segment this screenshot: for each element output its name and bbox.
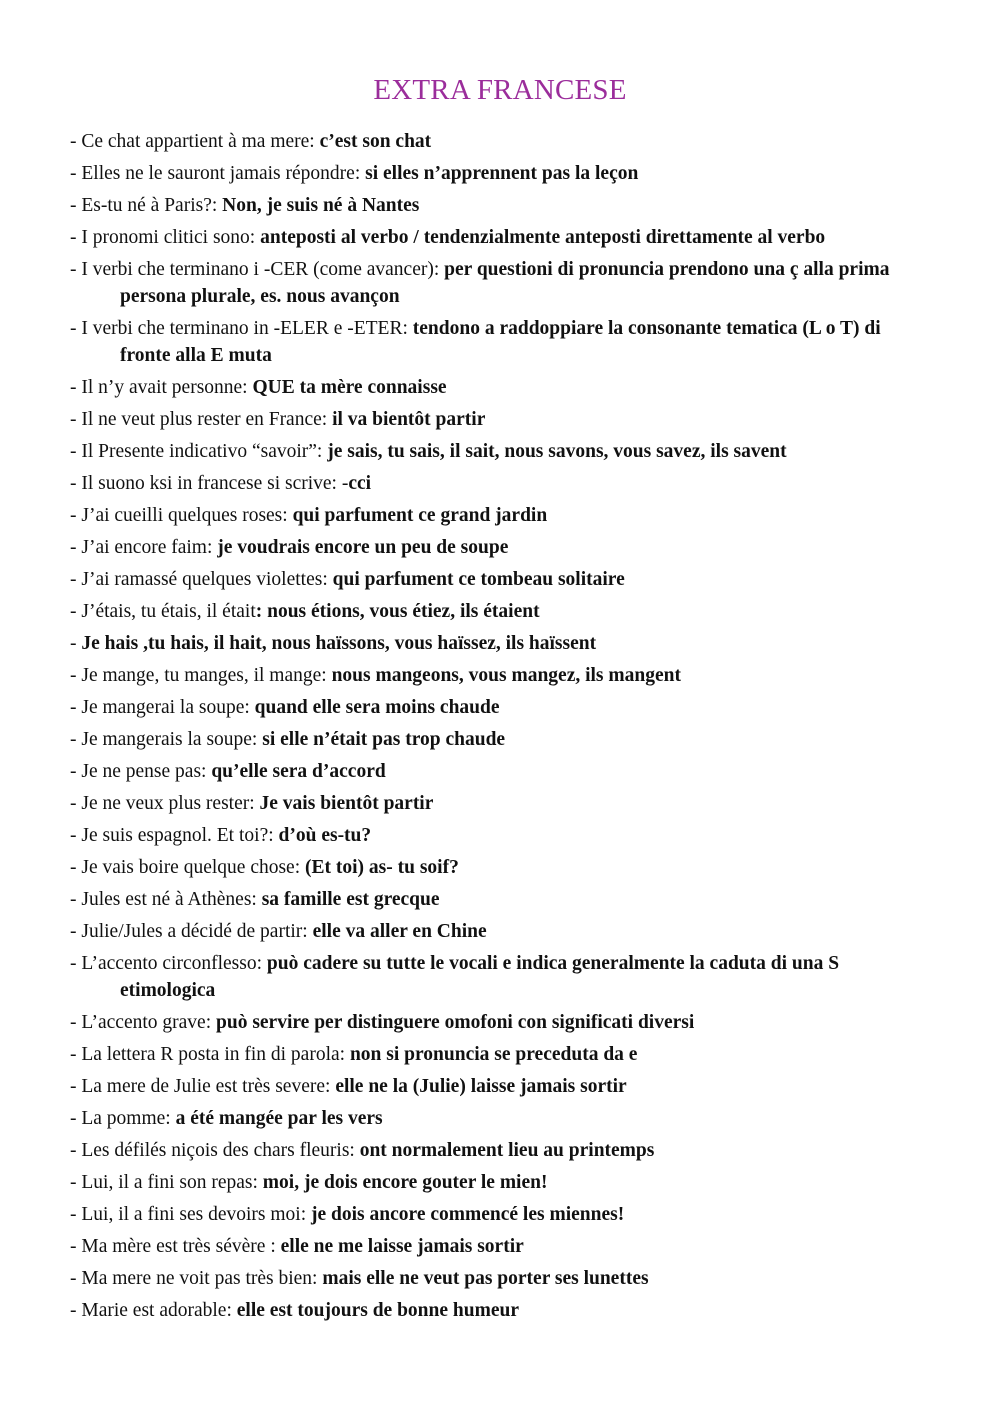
answer-text: elle ne la (Julie) laisse jamais sortir xyxy=(335,1076,627,1097)
list-item xyxy=(70,470,930,497)
question-text: - L’accento circonflesso: xyxy=(70,953,267,974)
answer-text: sa famille est grecque xyxy=(261,889,440,910)
question-text: - Je mange, tu manges, il mange: xyxy=(70,665,332,686)
question-text: - Jules est né à Athènes: xyxy=(70,889,262,910)
answer-text: anteposti al verbo / tendenzialmente anteposti direttamente al verbo xyxy=(260,227,826,248)
list-item xyxy=(70,374,930,401)
question-text: - Les défilés niçois des chars fleuris: xyxy=(70,1140,360,1161)
answer-text: je sais, tu sais, il sait, nous savons, vous savez, ils savent xyxy=(327,441,787,462)
question-text: - Marie est adorable: xyxy=(70,1300,237,1321)
answer-text: quand elle sera moins chaude xyxy=(254,697,500,718)
list-item xyxy=(70,1265,930,1292)
question-text: - J’ai encore faim: xyxy=(70,537,218,558)
answer-text: a été mangée par les vers xyxy=(175,1108,383,1129)
answer-text: je dois ancore commencé les miennes! xyxy=(311,1204,625,1225)
list-item xyxy=(70,224,930,251)
answer-text: Je vais bientôt partir xyxy=(259,793,434,814)
answer-text: c’est son chat xyxy=(319,131,432,152)
answer-text: tendono a raddoppiare la consonante tematica (L o T) di fronte alla E muta xyxy=(120,318,881,366)
question-text: - xyxy=(70,633,82,654)
question-text: - L’accento grave: xyxy=(70,1012,216,1033)
question-text: - La lettera R posta in fin di parola: xyxy=(70,1044,350,1065)
list-item xyxy=(70,1041,930,1068)
answer-text: elle ne me laisse jamais sortir xyxy=(280,1236,524,1257)
question-text: - Je mangerais la soupe: xyxy=(70,729,263,750)
list-item xyxy=(70,726,930,753)
list-item xyxy=(70,694,930,721)
list-item xyxy=(70,1073,930,1100)
question-text: - I verbi che terminano i -CER (come avancer): xyxy=(70,259,445,280)
question-text: - Je ne veux plus rester: xyxy=(70,793,260,814)
list-item xyxy=(70,886,930,913)
answer-text: qu’elle sera d’accord xyxy=(211,761,386,782)
list-item xyxy=(70,192,930,219)
list-item xyxy=(70,406,930,433)
list-item xyxy=(70,790,930,817)
question-text: - Il ne veut plus rester en France: xyxy=(70,409,333,430)
list-item xyxy=(70,630,930,657)
question-text: - La pomme: xyxy=(70,1108,176,1129)
answer-text: per questioni di pronuncia prendono una ç alla prima persona plurale, es. nous avançon xyxy=(120,259,890,307)
question-text: - Je vais boire quelque chose: xyxy=(70,857,306,878)
list-item xyxy=(70,598,930,625)
question-text: - I pronomi clitici sono: xyxy=(70,227,261,248)
list-item xyxy=(70,950,930,1004)
list-item xyxy=(70,1105,930,1132)
question-text: - Elles ne le sauront jamais répondre: xyxy=(70,163,366,184)
list-item xyxy=(70,128,930,155)
question-text: - I verbi che terminano in -ELER e -ETER: xyxy=(70,318,413,339)
answer-text: je voudrais encore un peu de soupe xyxy=(217,537,509,558)
question-text: - Il Presente indicativo “savoir”: xyxy=(70,441,328,462)
answer-text: cci xyxy=(348,473,372,494)
answer-text: si elle n’était pas trop chaude xyxy=(262,729,506,750)
answer-text: Je hais ,tu hais, il hait, nous haïssons, vous haïssez, ils haïssent xyxy=(81,633,597,654)
question-text: - J’ai cueilli quelques roses: xyxy=(70,505,293,526)
question-text: - Je suis espagnol. Et toi?: xyxy=(70,825,279,846)
list-item xyxy=(70,1137,930,1164)
question-text: - Lui, il a fini son repas: xyxy=(70,1172,263,1193)
answer-text: non si pronuncia se preceduta da e xyxy=(349,1044,638,1065)
question-text: - Ma mère est très sévère : xyxy=(70,1236,281,1257)
answer-text: ont normalement lieu au printemps xyxy=(359,1140,655,1161)
question-text: - Il n’y avait personne: xyxy=(70,377,253,398)
question-text: - Je ne pense pas: xyxy=(70,761,212,782)
list-item xyxy=(70,438,930,465)
page-title: EXTRA FRANCESE xyxy=(373,74,627,106)
answer-text: può cadere su tutte le vocali e indica generalmente la caduta di una S etimologica xyxy=(120,953,840,1001)
list-item xyxy=(70,566,930,593)
question-text: - Je mangerai la soupe: xyxy=(70,697,255,718)
question-text: - Julie/Jules a décidé de partir: xyxy=(70,921,313,942)
answer-text: il va bientôt partir xyxy=(332,409,486,430)
answer-text: moi, je dois encore gouter le mien! xyxy=(262,1172,548,1193)
answer-text: Non, je suis né à Nantes xyxy=(222,195,420,216)
answer-text: d’où es-tu? xyxy=(278,825,372,846)
answer-text: può servire per distinguere omofoni con significati diversi xyxy=(216,1012,695,1033)
qa-list xyxy=(70,128,930,1324)
answer-text: (Et toi) as- tu soif? xyxy=(305,857,459,878)
answer-text: QUE ta mère connaisse xyxy=(252,377,447,398)
answer-text: elle va aller en Chine xyxy=(312,921,487,942)
answer-text: qui parfument ce grand jardin xyxy=(292,505,548,526)
answer-text: elle est toujours de bonne humeur xyxy=(236,1300,519,1321)
list-item xyxy=(70,502,930,529)
list-item xyxy=(70,662,930,689)
answer-text: si elles n’apprennent pas la leçon xyxy=(365,163,639,184)
answer-text: mais elle ne veut pas porter ses lunettes xyxy=(322,1268,649,1289)
list-item xyxy=(70,1169,930,1196)
question-text: - Ce chat appartient à ma mere: xyxy=(70,131,320,152)
answer-text: : nous étions, vous étiez, ils étaient xyxy=(255,601,540,622)
question-text: - Ma mere ne voit pas très bien: xyxy=(70,1268,323,1289)
question-text: - Es-tu né à Paris?: xyxy=(70,195,223,216)
question-text: - J’ai ramassé quelques violettes: xyxy=(70,569,333,590)
list-item xyxy=(70,1297,930,1324)
list-item xyxy=(70,1233,930,1260)
list-item xyxy=(70,256,930,310)
list-item xyxy=(70,822,930,849)
answer-text: qui parfument ce tombeau solitaire xyxy=(332,569,625,590)
list-item xyxy=(70,758,930,785)
list-item xyxy=(70,315,930,369)
list-item xyxy=(70,160,930,187)
list-item xyxy=(70,1201,930,1228)
question-text: - Lui, il a fini ses devoirs moi: xyxy=(70,1204,312,1225)
list-item xyxy=(70,854,930,881)
question-text: - Il suono ksi in francese si scrive: - xyxy=(70,473,349,494)
question-text: - J’étais, tu étais, il était xyxy=(70,601,256,622)
list-item xyxy=(70,534,930,561)
answer-text: nous mangeons, vous mangez, ils mangent xyxy=(331,665,681,686)
list-item xyxy=(70,1009,930,1036)
question-text: - La mere de Julie est très severe: xyxy=(70,1076,336,1097)
list-item xyxy=(70,918,930,945)
